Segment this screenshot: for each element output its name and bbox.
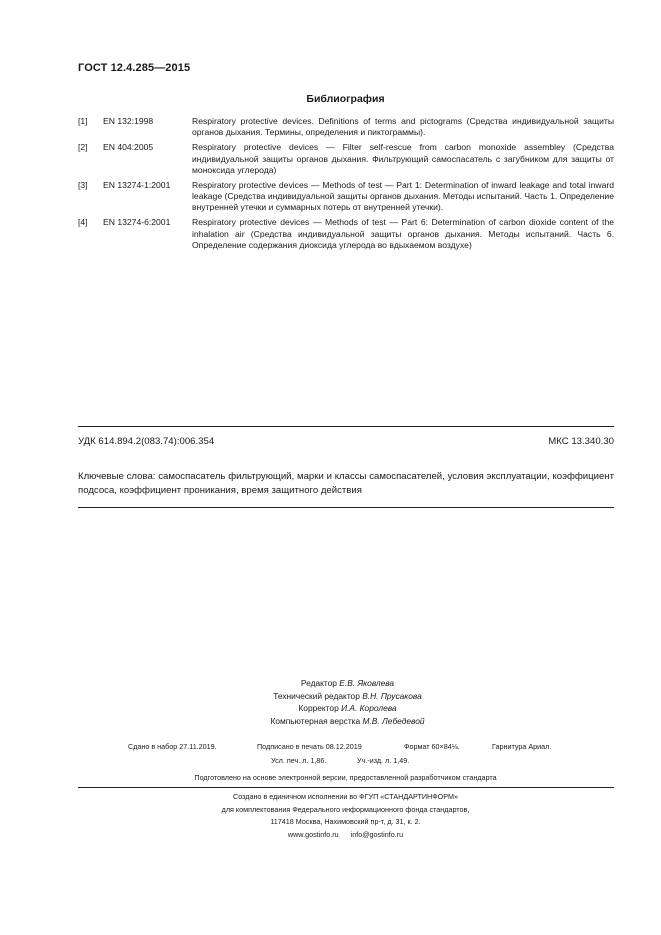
- bibliography-list: [78, 116, 614, 255]
- credit-layout: [34, 715, 661, 728]
- bibliography-entry: [78, 116, 614, 139]
- entry-standard-code: EN 13274-1:2001: [103, 179, 171, 190]
- footer-line: для комплектования Федерального информационного фонда стандартов,: [221, 804, 470, 814]
- credit-person: И.А. Королева: [341, 703, 397, 714]
- credit-editor: [34, 677, 661, 690]
- bibliography-title: Библиография: [306, 93, 385, 105]
- divider-footer: [78, 787, 614, 788]
- entry-number: [2]: [78, 142, 88, 153]
- entry-number: [1]: [78, 116, 88, 126]
- credit-person: М.В. Лебедевой: [362, 715, 425, 726]
- bibliography-entry: [78, 142, 614, 176]
- keywords: Ключевые слова: самоспасатель фильтрующий, марки и классы самоспасателей, условия эксплуатации, коэффициент подсоса, коэффициент проникания, время защитного действия: [78, 471, 614, 496]
- entry-number: [4]: [78, 217, 88, 228]
- website-link[interactable]: www.gostinfo.ru: [287, 829, 339, 839]
- entry-text: Respiratory protective devices — Filter self-rescue from carbon monoxide assembley (Средства индивидуальной защиты органов дыхания. Фильтрующий самоспасатель с загубником для защиты от моноксида углерода): [192, 142, 614, 175]
- footer-contacts: [30, 829, 661, 842]
- signed-to-print: Подписано в печать 08.12.2019: [257, 742, 362, 751]
- print-sheets: Усл. печ. л. 1,86.: [271, 756, 327, 765]
- email-link[interactable]: info@gostinfo.ru: [350, 829, 404, 839]
- entry-number: [3]: [78, 179, 88, 190]
- divider-bottom: [78, 507, 614, 508]
- udc-code: УДК 614.894.2(083.74):006.354: [78, 436, 215, 447]
- prepared-note: Подготовлено на основе электронной версии, предоставленной разработчиком стандарта: [194, 773, 497, 782]
- bibliography-entry: [78, 180, 614, 214]
- entry-text: Respiratory protective devices. Definitions of terms and pictograms (Средства индивидуальной защиты органов дыхания. Термины, определения и пиктограммы).: [192, 116, 614, 138]
- entry-text: Respiratory protective devices — Methods of test — Part 6: Determination of carbon dioxide content of the inhalation air (Средства индивидуальной защиты органов дыхания. Методы испытаний. Часть 6. Определение содержания диоксида углерода во вдыхаемом воздухе): [192, 217, 614, 250]
- bibliography-entry: [78, 217, 614, 251]
- typeface: Гарнитура Ариал.: [492, 742, 552, 751]
- credit-tech-editor: [34, 690, 661, 703]
- divider-top: [78, 426, 614, 427]
- footer-line: 117418 Москва, Нахимовский пр-т, д. 31, к. 2.: [270, 817, 421, 827]
- standard-code: ГОСТ 12.4.285—2015: [78, 62, 191, 74]
- sent-to-set: Сдано в набор 27.11.2019.: [128, 742, 217, 751]
- credit-person: Е.В. Яковлева: [339, 678, 395, 688]
- credit-role: Редактор: [300, 678, 337, 688]
- credit-corrector: [34, 702, 661, 715]
- publishing-sheets: Уч.-изд. л. 1,49.: [357, 756, 410, 765]
- credit-role: Корректор: [298, 703, 339, 714]
- print-format: Формат 60×84⅛.: [404, 742, 460, 751]
- entry-standard-code: EN 132:1998: [103, 116, 154, 126]
- mks-code: МКС 13.340.30: [548, 436, 614, 447]
- entry-standard-code: EN 13274-6:2001: [103, 217, 171, 228]
- entry-standard-code: EN 404:2005: [103, 142, 154, 153]
- entry-text: Respiratory protective devices — Methods of test — Part 1: Determination of inward leakage and total inward leakage (Средства индивидуальной защиты органов дыхания. Методы испытаний. Часть 1. Определение внутренней утечки и суммарных потерь от внутренней утечки).: [192, 179, 614, 213]
- credit-role: Компьютерная верстка: [270, 715, 361, 726]
- credits-block: [0, 677, 661, 727]
- publisher-footer: [0, 791, 661, 841]
- footer-line: Создано в единичном исполнении во ФГУП «СТАНДАРТИНФОРМ»: [233, 792, 458, 801]
- credit-person: В.Н. Прусакова: [362, 690, 422, 701]
- credit-role: Технический редактор: [273, 690, 360, 701]
